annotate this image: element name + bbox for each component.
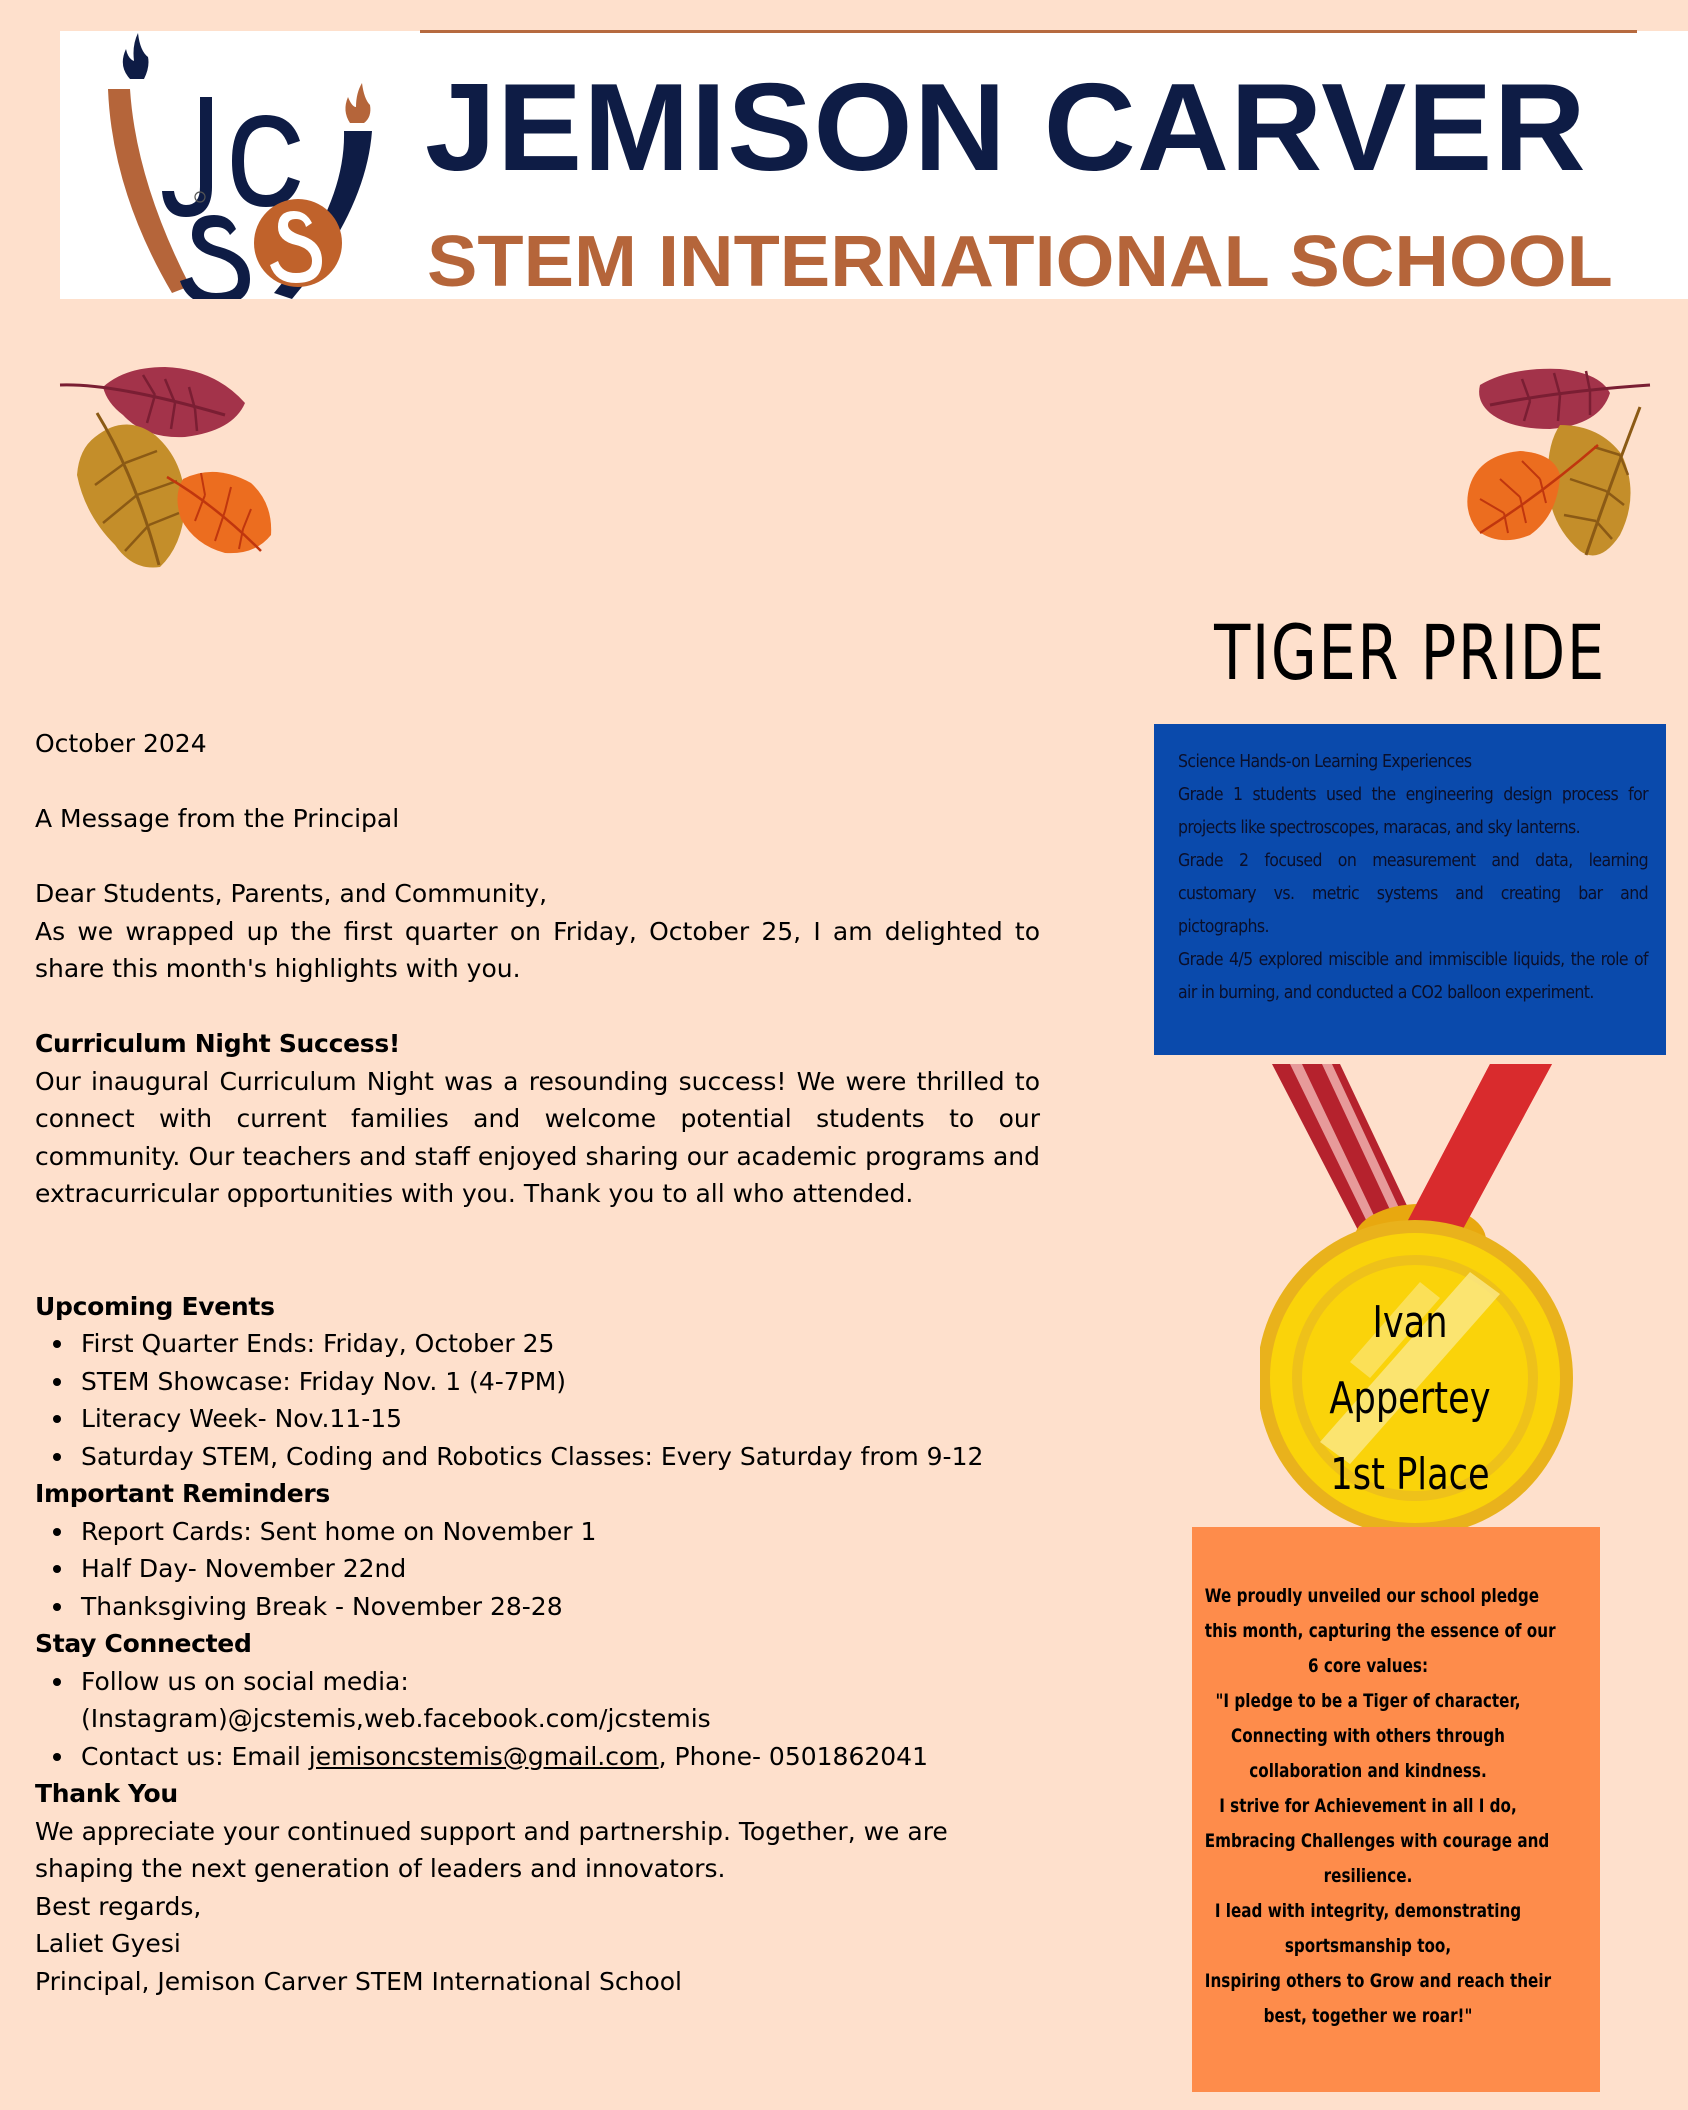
pledge-line: We proudly unveiled our school pledge — [1204, 1585, 1540, 1607]
stay-connected-list — [35, 1663, 1040, 1776]
list-item: STEM Showcase: Friday Nov. 1 (4-7PM) — [81, 1363, 1040, 1401]
contact-phone: , Phone- 0501862041 — [658, 1741, 928, 1771]
list-item: Thanksgiving Break - November 28-28 — [81, 1588, 1040, 1626]
school-pledge-box — [1192, 1527, 1600, 2092]
letter-intro: As we wrapped up the first quarter on Friday, October 25, I am delighted to share this month's highlights with you. — [35, 916, 1040, 983]
pledge-line: collaboration and kindness. — [1249, 1760, 1487, 1782]
upcoming-events-list — [35, 1325, 1040, 1475]
thank-you-body: We appreciate your continued support and partnership. Together, we are shaping the next generation of leaders and innovators. — [35, 1816, 948, 1883]
science-highlights-box — [1154, 724, 1666, 1055]
science-heading: Science Hands-on Learning Experiences — [1178, 752, 1472, 772]
pledge-line: I lead with integrity, demonstrating — [1214, 1900, 1522, 1922]
pledge-line: 6 core values: — [1307, 1655, 1429, 1677]
list-item: Saturday STEM, Coding and Robotics Classes: Every Saturday from 9-12 — [81, 1438, 1040, 1476]
winner-place: 1st Place — [1330, 1449, 1490, 1500]
closing: Best regards, — [35, 1891, 202, 1921]
curriculum-heading: Curriculum Night Success! — [35, 1029, 401, 1058]
pledge-line: I strive for Achievement in all I do, — [1219, 1795, 1517, 1817]
social-media-item — [81, 1663, 1040, 1738]
reminders-heading: Important Reminders — [35, 1479, 331, 1508]
winner-name: Ivan Appertey — [1329, 1297, 1491, 1424]
pledge-line: "I pledge to be a Tiger of character, — [1215, 1690, 1521, 1712]
principal-letter — [35, 725, 1040, 2000]
contact-item — [81, 1738, 1040, 1776]
signer-name: Laliet Gyesi — [35, 1929, 181, 1958]
reminders-list — [35, 1513, 1040, 1626]
pledge-line: this month, capturing the essence of our — [1204, 1620, 1556, 1642]
letter-date: October 2024 — [35, 729, 207, 758]
email-link[interactable]: jemisoncstemis@gmail.com — [308, 1741, 659, 1771]
school-name-primary: JEMISON CARVER — [425, 59, 1587, 197]
signer-title: Principal, Jemison Carver STEM International School — [35, 1966, 682, 1996]
list-item: Report Cards: Sent home on November 1 — [81, 1513, 1040, 1551]
social-handles: (Instagram)@jcstemis,web.facebook.com/jcstemis — [81, 1704, 711, 1733]
letter-greeting: Dear Students, Parents, and Community, — [35, 879, 548, 908]
pledge-line: sportsmanship too, — [1284, 1935, 1452, 1957]
tiger-pride-title: TIGER PRIDE — [1214, 608, 1606, 697]
pledge-line: Connecting with others through — [1231, 1725, 1505, 1747]
autumn-leaves-icon — [1450, 355, 1660, 570]
science-grade2: Grade 2 focused on measurement and data, learning customary vs. metric systems and creating bar and pictographs. — [1178, 851, 1648, 937]
pledge-line: Embracing Challenges with courage and — [1204, 1830, 1550, 1852]
pledge-line: best, together we roar!" — [1263, 2005, 1473, 2027]
contact-prefix: Contact us: Email — [81, 1741, 309, 1771]
autumn-leaves-icon — [55, 345, 285, 575]
school-logo-icon — [60, 31, 390, 299]
curriculum-body: Our inaugural Curriculum Night was a resounding success! We were thrilled to connect with current families and welcome potential students to our community. Our teachers and staff enjoyed sharing our academic programs and extracurricular opportunities with you. Thank you to all who attended. — [35, 1066, 1040, 1208]
thank-you-heading: Thank You — [35, 1779, 178, 1808]
list-item: Literacy Week- Nov.11-15 — [81, 1400, 1040, 1438]
science-grade1: Grade 1 students used the engineering design process for projects like spectroscopes, maracas, and sky lanterns. — [1178, 785, 1648, 838]
pledge-line: resilience. — [1323, 1865, 1413, 1887]
stay-connected-heading: Stay Connected — [35, 1629, 252, 1658]
science-grade45: Grade 4/5 explored miscible and immiscible liquids, the role of air in burning, and conducted a CO2 balloon experiment. — [1178, 950, 1648, 1003]
school-name-secondary: STEM INTERNATIONAL SCHOOL — [427, 222, 1613, 302]
pledge-line: Inspiring others to Grow and reach their — [1204, 1970, 1552, 1992]
social-label: Follow us on social media: — [81, 1666, 409, 1696]
upcoming-events-heading: Upcoming Events — [35, 1291, 275, 1321]
list-item: Half Day- November 22nd — [81, 1550, 1040, 1588]
letter-title: A Message from the Principal — [35, 804, 400, 833]
header-divider — [420, 30, 1637, 33]
list-item: First Quarter Ends: Friday, October 25 — [81, 1325, 1040, 1363]
